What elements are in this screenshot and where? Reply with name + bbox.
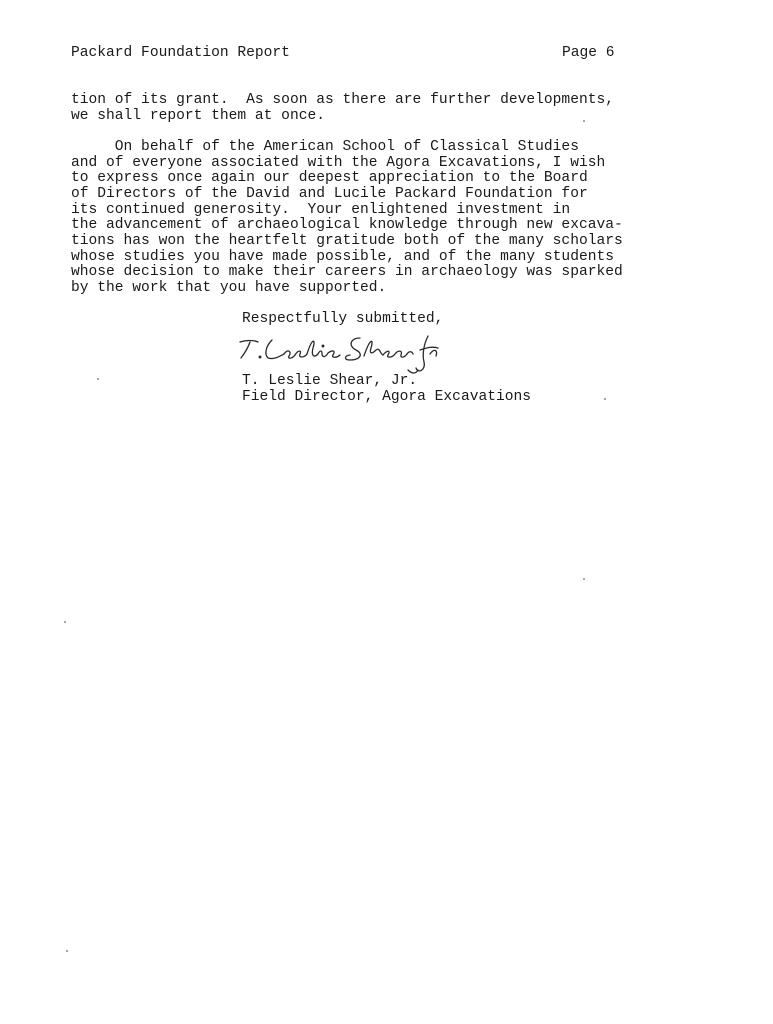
scan-speck xyxy=(583,120,585,122)
body-line: of Directors of the David and Lucile Packard Foundation for xyxy=(71,186,588,202)
body-line: On behalf of the American School of Classical Studies xyxy=(71,139,579,155)
header-title: Packard Foundation Report xyxy=(71,45,290,61)
body-line: tions has won the heartfelt gratitude both of the many scholars xyxy=(71,233,623,249)
body-line: its continued generosity. Your enlightened investment in xyxy=(71,202,571,218)
body-line: by the work that you have supported. xyxy=(71,280,387,296)
body-line: the advancement of archaeological knowledge through new excava- xyxy=(71,217,623,233)
scan-speck xyxy=(604,398,606,400)
page-number: Page 6 xyxy=(562,45,615,61)
signer-title: Field Director, Agora Excavations xyxy=(242,389,532,405)
scan-speck xyxy=(583,578,585,580)
scan-speck xyxy=(64,621,66,623)
body-line: whose decision to make their careers in archaeology was sparked xyxy=(71,264,623,280)
scan-speck xyxy=(66,950,68,952)
body-line: and of everyone associated with the Agora Excavations, I wish xyxy=(71,155,606,171)
body-line: we shall report them at once. xyxy=(71,108,325,124)
body-line: to express once again our deepest appreciation to the Board xyxy=(71,170,588,186)
body-line: tion of its grant. As soon as there are further developments, xyxy=(71,92,614,108)
scan-speck xyxy=(97,378,99,380)
closing-salutation: Respectfully submitted, xyxy=(242,311,444,327)
body-line: whose studies you have made possible, and of the many students xyxy=(71,249,614,265)
signer-name: T. Leslie Shear, Jr. xyxy=(242,373,418,389)
